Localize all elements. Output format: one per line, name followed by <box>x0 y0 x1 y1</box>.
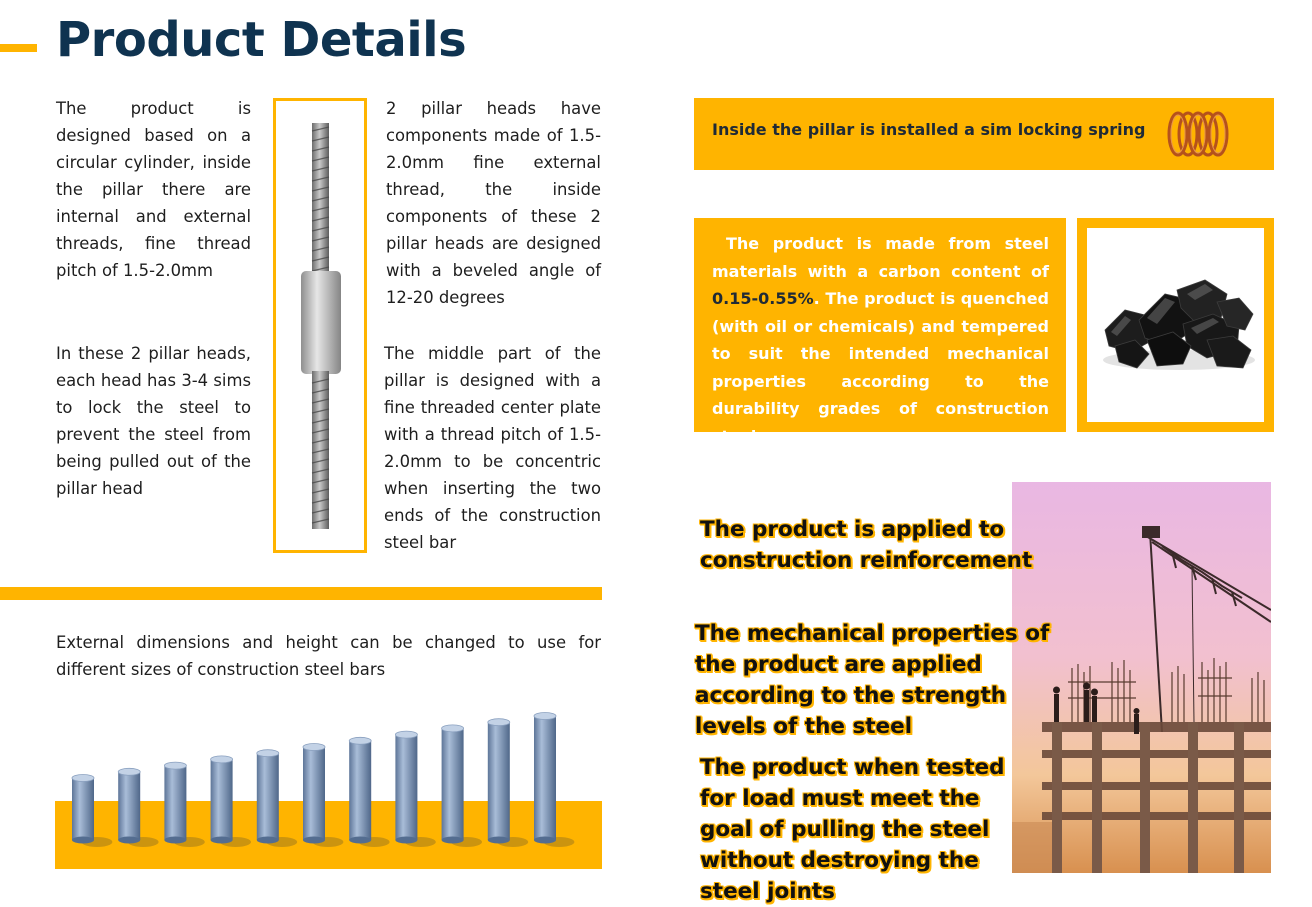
claim-reinforcement: The product is applied to construction reinforcement <box>700 517 1033 573</box>
coupler-cylinder <box>118 768 158 847</box>
carbon-content-highlight: 0.15-0.55% <box>712 289 814 308</box>
coupler-cylinder <box>488 719 528 847</box>
coupler-sizes-image <box>55 690 602 869</box>
coupler-cylinder <box>303 744 343 848</box>
dimensions-paragraph: External dimensions and height can be changed to use for different sizes of construction steel bars <box>56 633 601 679</box>
cylinders-graphic <box>55 690 602 869</box>
spring-coil-icon <box>1166 108 1230 160</box>
coal-pile-image <box>1087 228 1264 422</box>
external-thread-paragraph: 2 pillar heads have components made of 1.5-2.0mm fine external thread, the inside components of these 2 pillar heads are designed with a beveled angle of 12-20 degrees <box>386 99 601 307</box>
coupler-cylinder <box>211 756 251 847</box>
claim-load-test: The product when tested for load must meet the goal of pulling the steel without destroying the steel joints <box>700 755 1005 904</box>
coal-image-frame <box>1077 218 1274 432</box>
steel-material-text <box>712 230 1049 450</box>
steel-material-box <box>694 218 1066 446</box>
rebar-coupler-image <box>276 101 364 550</box>
coupler-cylinder <box>72 775 112 848</box>
coupler-image-frame <box>273 98 367 553</box>
spring-banner <box>694 98 1274 170</box>
page-title: Product Details <box>56 12 467 68</box>
claim-mechanical-properties: The mechanical properties of the product are applied according to the strength levels of the steel <box>695 621 1050 739</box>
steel-text-part2: . The product is quenched (with oil or chemicals) and tempered to suit the intended mechanical properties according to the durability grades of construction steel. <box>712 289 1049 446</box>
section-divider-bar <box>0 587 602 600</box>
coupler-cylinder <box>164 762 204 847</box>
coupler-cylinder <box>534 713 574 848</box>
middle-part-paragraph: The middle part of the pillar is designed with a fine threaded center plate with a thread pitch of 1.5-2.0mm to be concentric when inserting the two ends of the construction steel bar <box>384 344 601 552</box>
steel-text-part1: The product is made from steel materials with a carbon content of <box>712 234 1049 281</box>
coupler-cylinder <box>442 725 482 847</box>
spring-banner-text: Inside the pillar is installed a sim locking spring <box>712 120 1146 139</box>
coupler-cylinder <box>257 750 297 847</box>
coupler-cylinder <box>395 731 435 847</box>
design-paragraph: The product is designed based on a circular cylinder, inside the pillar there are internal and external threads, fine thread pitch of 1.5-2.0mm <box>56 99 251 280</box>
pillar-heads-paragraph: In these 2 pillar heads, each head has 3-4 sims to lock the steel to prevent the steel from being pulled out of the pillar head <box>56 344 251 498</box>
coupler-cylinder <box>349 737 389 847</box>
title-accent-bar <box>0 44 37 52</box>
